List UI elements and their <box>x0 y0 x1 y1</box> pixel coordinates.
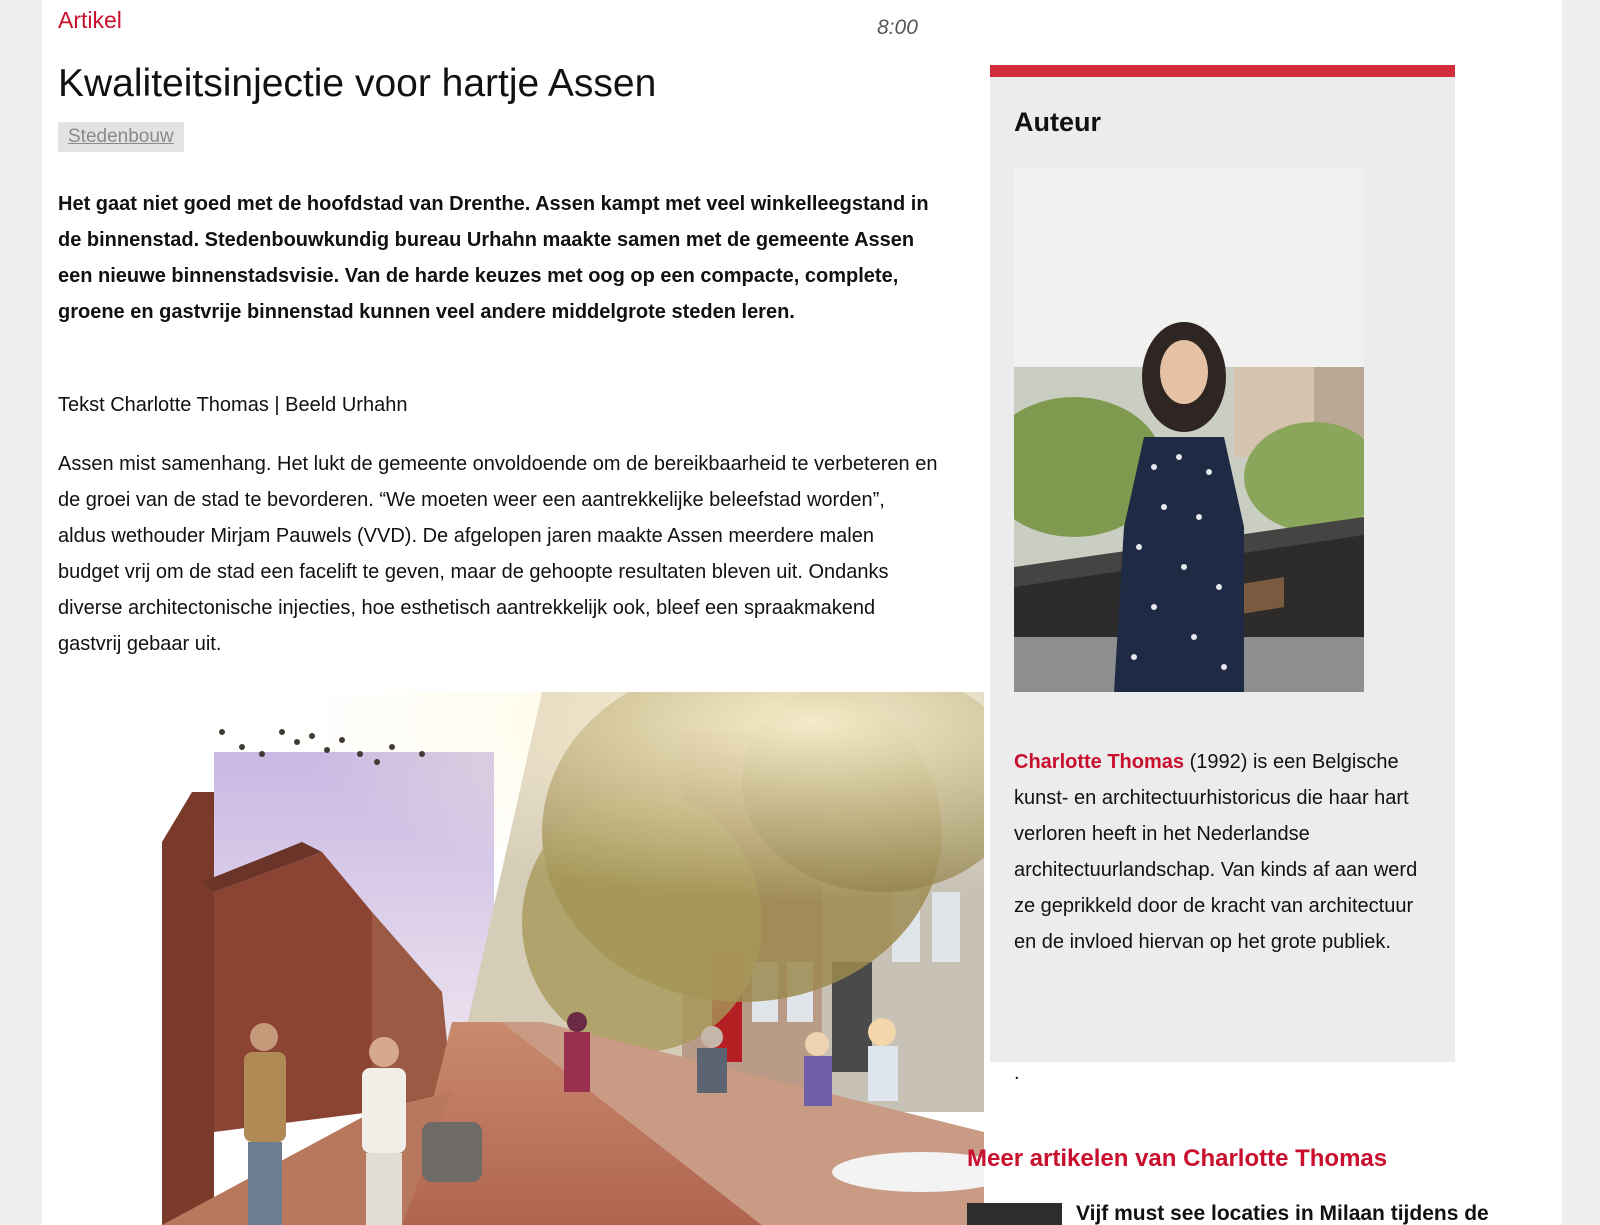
author-heading: Auteur <box>1014 107 1101 137</box>
article-body-paragraph: Assen mist samenhang. Het lukt de gemeente onvoldoende om de bereikbaarheid te verbeteren en de groei van de stad te bevorderen. “We moeten weer een aantrekkelijke beleefstad worden”, aldus wethouder Mirjam Pauwels (VVD). De afgelopen jaren maakte Assen meerdere malen budget vrij om de stad een facelift te geven, maar de gehoopte resultaten bleven uit. Ondanks diverse architectonische injecties, hoe esthetisch aantrekkelijk ook, bleef een spraakmakend gastvrij gebaar uit. <box>58 453 938 655</box>
article-hero-image <box>122 692 984 1225</box>
author-bio <box>1014 744 1434 960</box>
article-lead: Het gaat niet goed met de hoofdstad van Drenthe. Assen kampt met veel winkelleegstand in de binnenstad. Stedenbouwkundig bureau Urhahn maakte samen met de gemeente Assen een nieuwe binnenstadsvisie. Van de harde keuzes met oog op een compacte, complete, groene en gastvrije binnenstad kunnen veel andere middelgrote steden leren. <box>58 193 929 323</box>
street-illustration <box>122 692 984 1225</box>
more-article-thumbnail[interactable] <box>967 1203 1062 1225</box>
more-article-title-link[interactable]: Vijf must see locaties in Milaan tijdens de <box>1076 1202 1489 1225</box>
author-bio-trailing: . <box>1014 1062 1020 1084</box>
article-title: Kwaliteitsinjectie voor hartje Assen <box>58 62 657 105</box>
author-name-link[interactable]: Charlotte Thomas <box>1014 751 1185 773</box>
author-box <box>990 65 1455 1084</box>
more-articles-heading: Meer artikelen van Charlotte Thomas <box>967 1145 1388 1172</box>
author-photo <box>1014 167 1364 692</box>
tag-link-stedenbouw[interactable]: Stedenbouw <box>58 122 184 152</box>
page <box>42 0 1562 1225</box>
author-bio-text: (1992) is een Belgische kunst- en architectuurhistoricus die haar hart verloren heeft in het Nederlandse architectuurlandschap. Van kinds af aan werd ze geprikkeld door de kracht van architectuur en de invloed hiervan op het grote publiek. <box>1014 751 1418 953</box>
author-portrait <box>1014 167 1364 692</box>
publish-time: 8:00 <box>877 16 918 39</box>
article-credit: Tekst Charlotte Thomas | Beeld Urhahn <box>58 394 408 416</box>
section-label: Artikel <box>58 7 122 33</box>
